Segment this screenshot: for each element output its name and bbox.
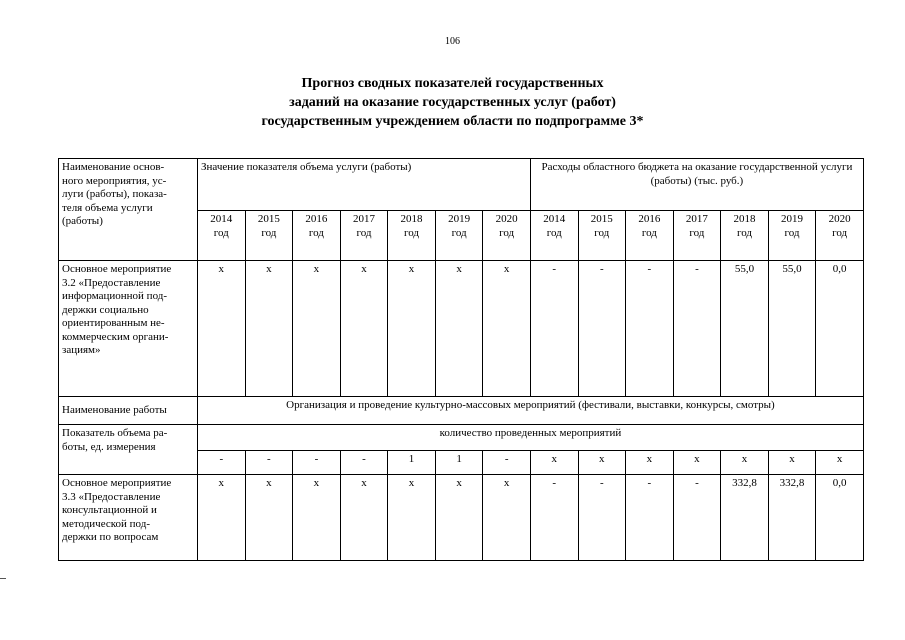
value-cell: - <box>626 261 674 397</box>
name-line: зациям» <box>62 344 101 356</box>
value-cell: х <box>626 451 674 475</box>
value-cell: х <box>245 261 293 397</box>
name-line: информационной под- <box>62 290 168 302</box>
value-cell: х <box>435 475 483 561</box>
name-line: коммерческим органи- <box>62 330 169 343</box>
name-line: держки по вопросам <box>62 531 159 543</box>
header-name-line: (работы) <box>62 215 103 227</box>
year-header: 2015 год <box>245 211 293 261</box>
margin-mark <box>0 578 6 579</box>
forecast-table <box>58 158 864 561</box>
year-header: 2014 год <box>198 211 246 261</box>
value-cell: 1 <box>435 451 483 475</box>
table-row-event-3-2 <box>59 261 864 397</box>
name-line: Основное мероприятие <box>62 263 172 275</box>
indicator-unit: количество проведенных мероприятий <box>198 425 864 451</box>
value-cell: - <box>530 475 578 561</box>
value-cell: - <box>626 475 674 561</box>
value-cell: 0,0 <box>816 475 864 561</box>
year-header: 2016 год <box>626 211 674 261</box>
year-header: 2019 год <box>768 211 816 261</box>
year-header: 2015 год <box>578 211 626 261</box>
value-cell: х <box>483 261 531 397</box>
table-row-indicator-unit <box>59 425 864 451</box>
year-header: 2020 год <box>816 211 864 261</box>
value-cell: х <box>721 451 769 475</box>
value-cell: х <box>483 475 531 561</box>
name-line: боты, ед. измерения <box>62 440 156 453</box>
title-line-1: Прогноз сводных показателей государственных <box>301 76 604 91</box>
header-name-line: ного мероприятия, ус- <box>62 174 167 187</box>
value-cell: х <box>293 261 341 397</box>
table-row-event-3-3 <box>59 475 864 561</box>
value-cell: - <box>245 451 293 475</box>
value-cell: - <box>673 261 721 397</box>
value-cell: - <box>530 261 578 397</box>
value-cell: х <box>340 261 388 397</box>
name-line: Основное мероприятие <box>62 477 172 489</box>
title-line-3: государственным учреждением области по подпрограмме 3* <box>261 114 644 129</box>
name-line: держки социально <box>62 303 149 316</box>
work-name-label: Наименование работы <box>59 397 198 425</box>
value-cell: - <box>340 451 388 475</box>
title-line-2: заданий на оказание государственных услуг (работ) <box>289 95 616 110</box>
header-name-line: теля объема услуги <box>62 201 153 214</box>
value-cell: х <box>293 475 341 561</box>
page-number: 106 <box>445 36 460 47</box>
value-cell: 1 <box>388 451 436 475</box>
value-cell: х <box>435 261 483 397</box>
header-name-line: Наименование основ- <box>62 161 165 173</box>
value-cell: - <box>578 261 626 397</box>
year-header: 2018 год <box>721 211 769 261</box>
year-header: 2014 год <box>530 211 578 261</box>
year-header: 2017 год <box>673 211 721 261</box>
value-cell: х <box>530 451 578 475</box>
value-cell: х <box>198 261 246 397</box>
value-cell: х <box>340 475 388 561</box>
value-cell: 55,0 <box>768 261 816 397</box>
value-cell: х <box>578 451 626 475</box>
value-cell: х <box>816 451 864 475</box>
header-row-groups <box>59 159 864 211</box>
year-header: 2020 год <box>483 211 531 261</box>
value-cell: х <box>673 451 721 475</box>
value-cell: х <box>388 261 436 397</box>
table-row-work-name <box>59 397 864 425</box>
document-title <box>0 74 905 131</box>
value-cell: - <box>483 451 531 475</box>
indicator-label <box>59 425 198 475</box>
name-line: Показатель объема ра- <box>62 427 168 439</box>
value-cell: х <box>245 475 293 561</box>
year-header: 2016 год <box>293 211 341 261</box>
header-volume-group: Значение показателя объема услуги (работы) <box>198 159 531 211</box>
year-header: 2019 год <box>435 211 483 261</box>
year-header: 2018 год <box>388 211 436 261</box>
name-line: методической под- <box>62 517 150 530</box>
name-line: 3.3 «Предоставление <box>62 490 161 503</box>
year-header: 2017 год <box>340 211 388 261</box>
value-cell: - <box>198 451 246 475</box>
name-line: ориентированным не- <box>62 317 165 329</box>
value-cell: х <box>198 475 246 561</box>
value-cell: 332,8 <box>721 475 769 561</box>
header-name-line: луги (работы), показа- <box>62 188 167 200</box>
value-cell: - <box>293 451 341 475</box>
name-line: 3.2 «Предоставление <box>62 276 161 289</box>
value-cell: 0,0 <box>816 261 864 397</box>
value-cell: - <box>673 475 721 561</box>
event-3-2-name <box>59 261 198 397</box>
header-name-column <box>59 159 198 261</box>
event-3-3-name <box>59 475 198 561</box>
value-cell: х <box>388 475 436 561</box>
header-expense-group: Расходы областного бюджета на оказание государственной услуги (работы) (тыс. руб.) <box>530 159 863 211</box>
value-cell: - <box>578 475 626 561</box>
name-line: консультационной и <box>62 504 157 516</box>
value-cell: х <box>768 451 816 475</box>
work-name-value: Организация и проведение культурно-массовых мероприятий (фестивали, выставки, конкурсы, смотры) <box>198 397 864 425</box>
value-cell: 332,8 <box>768 475 816 561</box>
value-cell: 55,0 <box>721 261 769 397</box>
